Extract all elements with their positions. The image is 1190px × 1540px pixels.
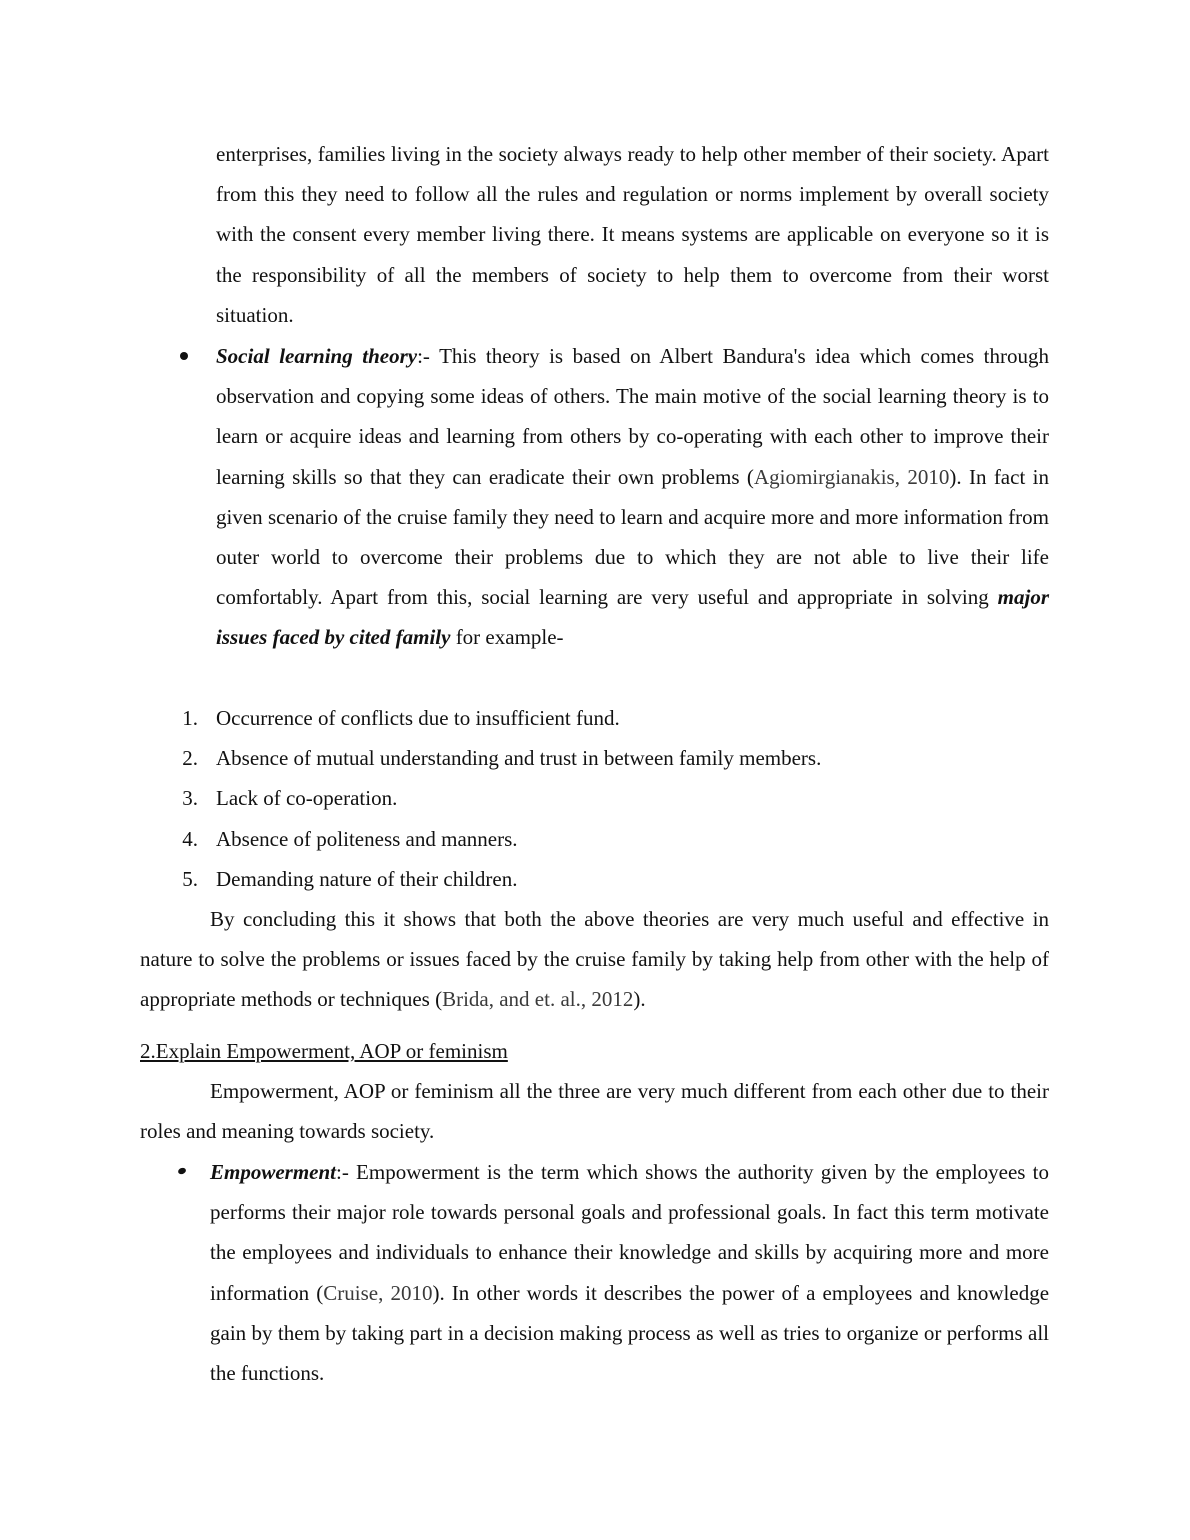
social-learning-term: Social learning theory xyxy=(216,344,418,368)
list-item: Lack of co-operation. xyxy=(216,786,398,810)
citation-cruise: Cruise, 2010 xyxy=(323,1280,433,1305)
list-item-number: 3. xyxy=(182,786,198,810)
list-item-number: 1. xyxy=(182,706,198,730)
citation-brida: Brida, and et. al., 2012 xyxy=(442,987,634,1012)
conclusion-text-2: ). xyxy=(633,987,646,1012)
section-2-intro-paragraph xyxy=(140,1071,1049,1151)
intro-continuation-paragraph xyxy=(216,134,1049,335)
list-item: Absence of politeness and manners. xyxy=(216,827,518,851)
empowerment-text-2: ). In other words it describes the power of a employees and knowledge gain by them by taking part in a decision making process as well as tries to organize or performs all the functions. xyxy=(210,1280,1050,1386)
bullet-dot-icon xyxy=(177,1167,187,1175)
empowerment-term: Empowerment xyxy=(210,1160,337,1184)
list-item-number: 5. xyxy=(182,867,198,891)
conclusion-paragraph xyxy=(140,899,1049,1020)
social-learning-paragraph xyxy=(216,336,1049,658)
social-learning-emphasis: major issues faced by cited family xyxy=(216,585,1049,650)
social-learning-text-1: This theory is based on Albert Bandura's idea which comes through observation and copying some ideas of others. The main motive of the social learning theory is to learn or acquire ideas and learning from others by co-operating with each other to improve their learning skills so that they can eradicate their own problems ( xyxy=(216,344,1049,489)
social-learning-separator: :- xyxy=(417,344,440,368)
list-item-number: 2. xyxy=(182,746,198,770)
empowerment-paragraph xyxy=(210,1152,1049,1393)
list-item: Absence of mutual understanding and trust in between family members. xyxy=(216,746,822,770)
list-item-number: 4. xyxy=(182,827,198,851)
intro-continuation-text: enterprises, families living in the society always ready to help other member of their society. Apart from this they need to follow all the rules and regulation or norms implement by overall society with the consent every member living there. It means systems are applicable on everyone so it is the responsibility of all the members of society to help them to overcome from their worst situation. xyxy=(216,142,1049,327)
empowerment-separator: :- xyxy=(336,1160,357,1184)
conclusion-text-1: By concluding this it shows that both the above theories are very much useful and effective in nature to solve the problems or issues faced by the cruise family by taking help from other with the help of appropriate methods or techniques ( xyxy=(140,907,1049,1012)
empowerment-text-1: Empowerment is the term which shows the authority given by the employees to performs their major role towards personal goals and professional goals. In fact this term motivate the employees and individuals to enhance their knowledge and skills by acquiring more and more information ( xyxy=(210,1160,1049,1305)
list-item: Demanding nature of their children. xyxy=(216,867,518,891)
section-2-heading: 2.Explain Empowerment, AOP or feminism xyxy=(140,1039,508,1063)
bullet-dot-icon xyxy=(180,352,188,360)
social-learning-text-2: ). In fact in given scenario of the cruise family they need to learn and acquire more and more information from outer world to overcome their problems due to which they are not able to live their life comfortably. Apart from this, social learning are very useful and appropriate in solving xyxy=(216,464,1049,610)
social-learning-text-3: for example- xyxy=(450,625,564,650)
section-2-intro-text: Empowerment, AOP or feminism all the three are very much different from each other due to their roles and meaning towards society. xyxy=(140,1079,1049,1144)
citation-agiomirgianakis: Agiomirgianakis, 2010 xyxy=(753,464,950,489)
list-item: Occurrence of conflicts due to insufficient fund. xyxy=(216,706,620,730)
